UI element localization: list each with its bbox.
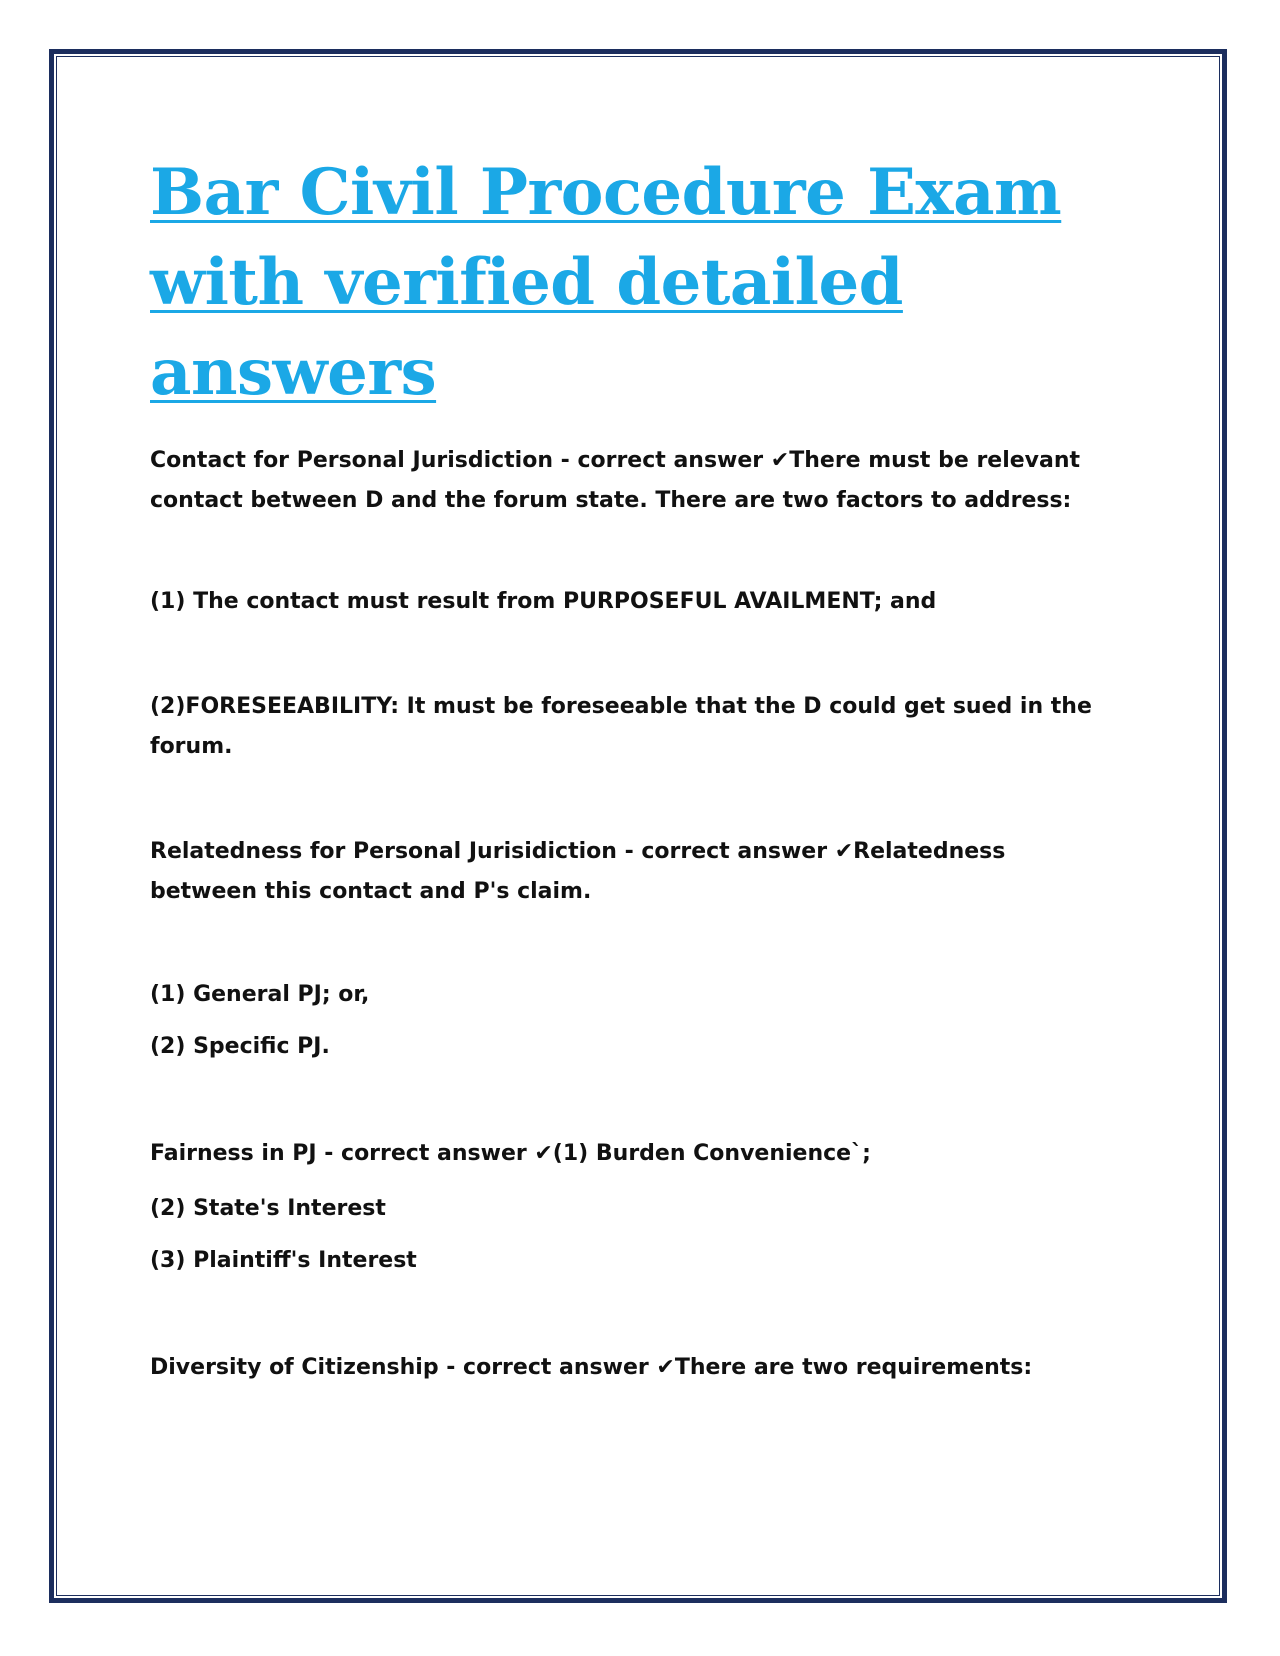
title-line-1: Bar Civil Procedure Exam [150,155,1062,230]
paragraph-diversity-citizenship: Diversity of Citizenship - correct answer ✔There are two requirements: [150,1355,1033,1380]
paragraph-fairness-pj: Fairness in PJ - correct answer ✔(1) Burden Convenience`; [150,1141,871,1166]
paragraph-foreseeability: (2)FORESEEABILITY: It must be foreseeable that the D could get sued in the forum. [150,694,1092,759]
paragraph-contact-pj: Contact for Personal Jurisdiction - correct answer ✔There must be relevant contact between D and the forum state. There are two factors to address: [150,448,1081,513]
paragraph-general-pj: (1) General PJ; or, [150,982,370,1007]
title-line-2: with verified detailed answers [150,245,903,410]
paragraph-state-interest: (2) State's Interest [150,1196,386,1221]
paragraph-purposeful-availment: (1) The contact must result from PURPOSEFUL AVAILMENT; and [150,589,937,614]
document-title [150,148,1210,418]
paragraph-relatedness-pj: Relatedness for Personal Jurisidiction - correct answer ✔Relatedness between this contact and P's claim. [150,839,1006,904]
paragraph-specific-pj: (2) Specific PJ. [150,1034,330,1059]
paragraph-plaintiff-interest: (3) Plaintiff's Interest [150,1248,417,1273]
